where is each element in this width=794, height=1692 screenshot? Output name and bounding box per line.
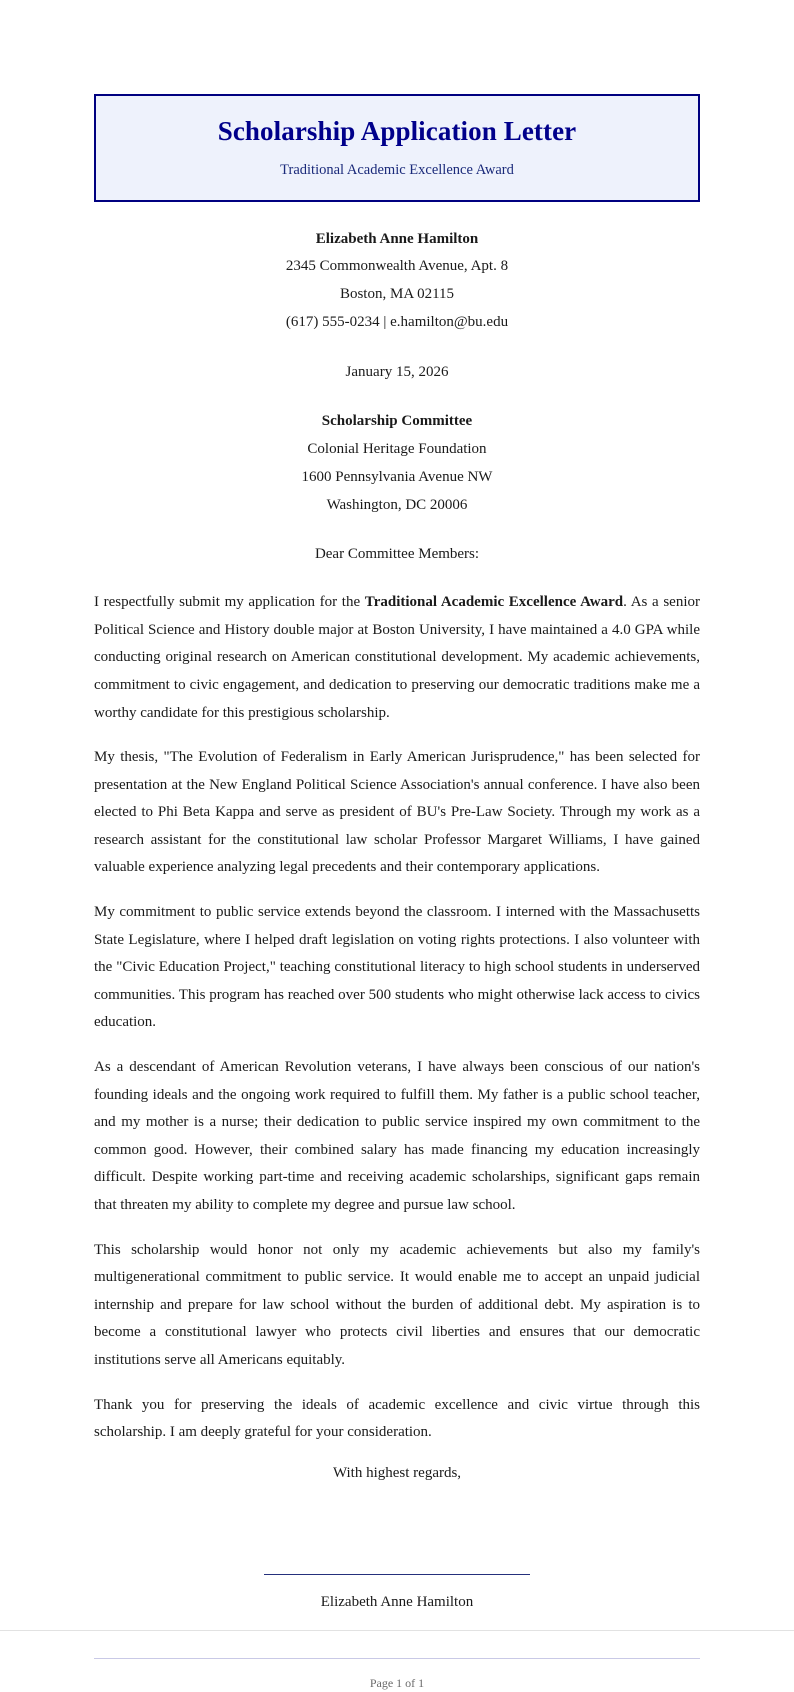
page-number-label: Page 1 of 1 — [369, 1676, 425, 1691]
signature-whitespace — [94, 1488, 700, 1574]
letterhead-banner — [94, 94, 700, 202]
body-paragraph-3: My commitment to public service extends beyond the classroom. I interned with the Massachusetts State Legislature, where I helped draft legislation on voting rights protections. I also volunteer with the "Civic Education Project," teaching constitutional literacy to high school students in underserved communities. This program has reached over 500 students who might otherwise lack access to civics education. — [94, 904, 700, 1031]
document-page — [0, 94, 794, 1691]
signature-block — [94, 1488, 700, 1617]
letter-body — [94, 589, 700, 1447]
recipient-address-line-2: Washington, DC 20006 — [326, 496, 468, 513]
recipient-organization: Colonial Heritage Foundation — [307, 441, 487, 458]
sender-address-line-2: Boston, MA 02115 — [339, 286, 455, 303]
paragraph-1-trailing-text: . As a senior Political Science and History double major at Boston University, I have maintained a 4.0 GPA while conducting original research on American constitutional development. My academic achievements, commitment to civic engagement, and dedication to preserving our democratic traditions make me a worthy candidate for this prestigious scholarship. — [94, 594, 701, 721]
closing-salutation: With highest regards, — [332, 1464, 462, 1481]
page-title: Scholarship Application Letter — [217, 116, 577, 146]
sender-block — [94, 226, 700, 337]
body-paragraph-5: This scholarship would honor not only my academic achievements but also my family's multigenerational commitment to public service. It would enable me to accept an unpaid judicial internship and prepare for law school without the burden of additional debt. My aspiration is to become a constitutional lawyer who protects civil liberties and ensures that our democratic institutions serve all Americans equitably. — [94, 1241, 700, 1368]
page-subtitle: Traditional Academic Excellence Award — [280, 162, 514, 179]
body-paragraph-2: My thesis, "The Evolution of Federalism in Early American Jurisprudence," has been selected for presentation at the New England Political Science Association's annual conference. I have also been elected to Phi Beta Kappa and serve as president of BU's Pre-Law Society. Through my work as a research assistant for the constitutional law scholar Professor Margaret Williams, I have gained valuable experience analyzing legal precedents and their contemporary applications. — [94, 749, 700, 876]
body-paragraph-6: Thank you for preserving the ideals of academic excellence and civic virtue through this scholarship. I am deeply grateful for your consideration. — [94, 1396, 700, 1441]
recipient-name: Scholarship Committee — [321, 413, 473, 430]
date-block — [94, 359, 700, 387]
letter-date: January 15, 2026 — [345, 363, 449, 380]
body-paragraph-1 — [94, 589, 700, 727]
signatory-name: Elizabeth Anne Hamilton — [320, 1593, 474, 1610]
paragraph-1-lead-text: I respectfully submit my application for the — [94, 594, 365, 611]
sender-address-line-1: 2345 Commonwealth Avenue, Apt. 8 — [285, 258, 509, 275]
page-footer — [94, 1658, 700, 1692]
salutation: Dear Committee Members: — [314, 546, 480, 563]
award-name-emphasis: Traditional Academic Excellence Award — [364, 594, 624, 611]
recipient-address-line-1: 1600 Pennsylvania Avenue NW — [301, 468, 493, 485]
sender-contact: (617) 555-0234 | e.hamilton@bu.edu — [285, 313, 509, 330]
body-paragraph-4: As a descendant of American Revolution veterans, I have always been conscious of our nation's founding ideals and the ongoing work required to fulfill them. My father is a public school teacher, and my mother is a nurse; their dedication to public service inspired my own commitment to the common good. However, their combined salary has made financing my education increasingly difficult. Despite working part-time and receiving academic scholarships, significant gaps remain that threaten my ability to complete my degree and pursue law school. — [94, 1059, 700, 1213]
sender-name: Elizabeth Anne Hamilton — [315, 230, 479, 247]
salutation-block — [94, 541, 700, 569]
recipient-block — [94, 408, 700, 519]
signature-line — [264, 1574, 530, 1575]
